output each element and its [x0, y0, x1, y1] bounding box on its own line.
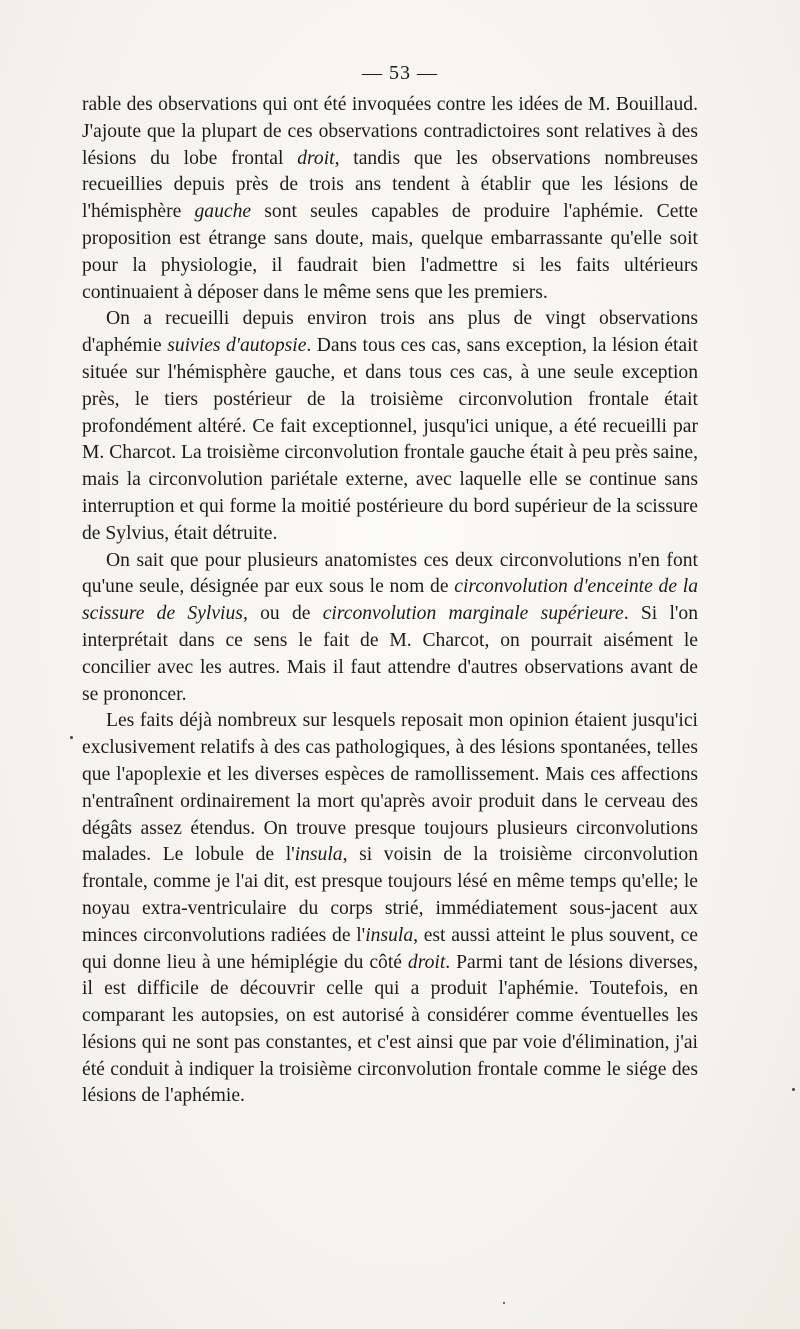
- italic-segment: insula: [365, 924, 414, 946]
- text-segment: , ou de: [242, 603, 323, 625]
- text-segment: On a recueilli depuis environ trois ans plus de vingt observations d'aphémie: [82, 308, 698, 357]
- italic-segment: gauche: [194, 201, 252, 223]
- page-number: — 53 —: [362, 62, 438, 84]
- body-text: [82, 92, 698, 1110]
- text-segment: , si voisin de la troisième circonvolution frontale, comme je l'ai dit, est presque toujours lésé en même temps qu'elle; le noyau extra-ventriculaire du corps strié, immédiatement sous-jacent aux minces circonvolutions radiées de l': [82, 844, 698, 946]
- print-speck: [70, 736, 73, 739]
- italic-segment: suivies d'autopsie: [167, 335, 307, 357]
- paragraph-4: [82, 708, 698, 1110]
- text-segment: , tandis que les observations nombreuses recueillies depuis près de trois ans tendent à établir que les lésions de l'hémisphère: [82, 147, 699, 223]
- print-speck: [503, 1302, 505, 1304]
- paragraph-2: [82, 306, 698, 547]
- text-segment: Les faits déjà nombreux sur lesquels reposait mon opinion étaient jusqu'ici exclusivement relatifs à des cas pathologiques, à des lésions spontanées, telles que l'apoplexie et les diverses espèces de ramollissement. Mais ces affections n'entraînent ordinairement la mort qu'après avoir produit dans le cerveau des dégâts assez étendus. On trouve presque toujours plusieurs circonvolutions malades. Le lobule de l': [82, 710, 698, 866]
- text-segment: On sait que pour plusieurs anatomistes ces deux circonvolutions n'en font qu'une seule, désignée par eux sous le nom de: [82, 549, 698, 598]
- text-segment: . Si l'on interprétait dans ce sens le fait de M. Charcot, on pourrait aisément le concilier avec les autres. Mais il faut attendre d'autres observations avant de se prononcer.: [82, 603, 699, 705]
- text-segment: . Dans tous ces cas, sans exception, la lésion était située sur l'hémisphère gauche, et dans tous ces cas, à une seule exception près, le tiers postérieur de la troisième circonvolution frontale était profondément altéré. Ce fait exceptionnel, jusqu'ici unique, a été recueilli par M. Charcot. La troisième circonvolution frontale gauche était à peu près saine, mais la circonvolution pariétale externe, avec laquelle elle se continue sans interruption et qui forme la moitié postérieure du bord supérieur de la scissure de Sylvius, était détruite.: [82, 335, 698, 544]
- italic-segment: droit: [297, 147, 335, 169]
- paragraph-1: [82, 92, 698, 306]
- text-segment: sont seules capables de produire l'aphémie. Cette proposition est étrange sans doute, mais, quelque embarrassante qu'elle soit pour la physiologie, il faudrait bien l'admettre si les faits ultérieurs continuaient à déposer dans le même sens que les premiers.: [82, 201, 699, 303]
- italic-segment: circonvolution d'enceinte de la scissure de Sylvius: [82, 576, 698, 625]
- italic-segment: insula: [294, 844, 343, 866]
- italic-segment: circonvolution marginale supérieure: [322, 603, 624, 625]
- italic-segment: droit: [407, 951, 446, 973]
- paragraph-3: [82, 548, 698, 709]
- text-segment: rable des observations qui ont été invoquées contre les idées de M. Bouillaud. J'ajoute que la plupart de ces observations contradictoires sont relatives à des lésions du lobe frontal: [82, 94, 698, 169]
- print-speck: [792, 1088, 795, 1091]
- text-segment: . Parmi tant de lésions diverses, il est difficile de découvrir celle qui a produit l'aphémie. Toutefois, en comparant les autopsies, on est autorisé à considérer comme éventuelles les lésions qui ne sont pas constantes, et c'est ainsi que par voie d'élimination, j'ai été conduit à indiquer la troisième circonvolution frontale comme le siége des lésions de l'aphémie.: [82, 951, 698, 1107]
- text-segment: , est aussi atteint le plus souvent, ce qui donne lieu à une hémiplégie du côté: [82, 924, 698, 973]
